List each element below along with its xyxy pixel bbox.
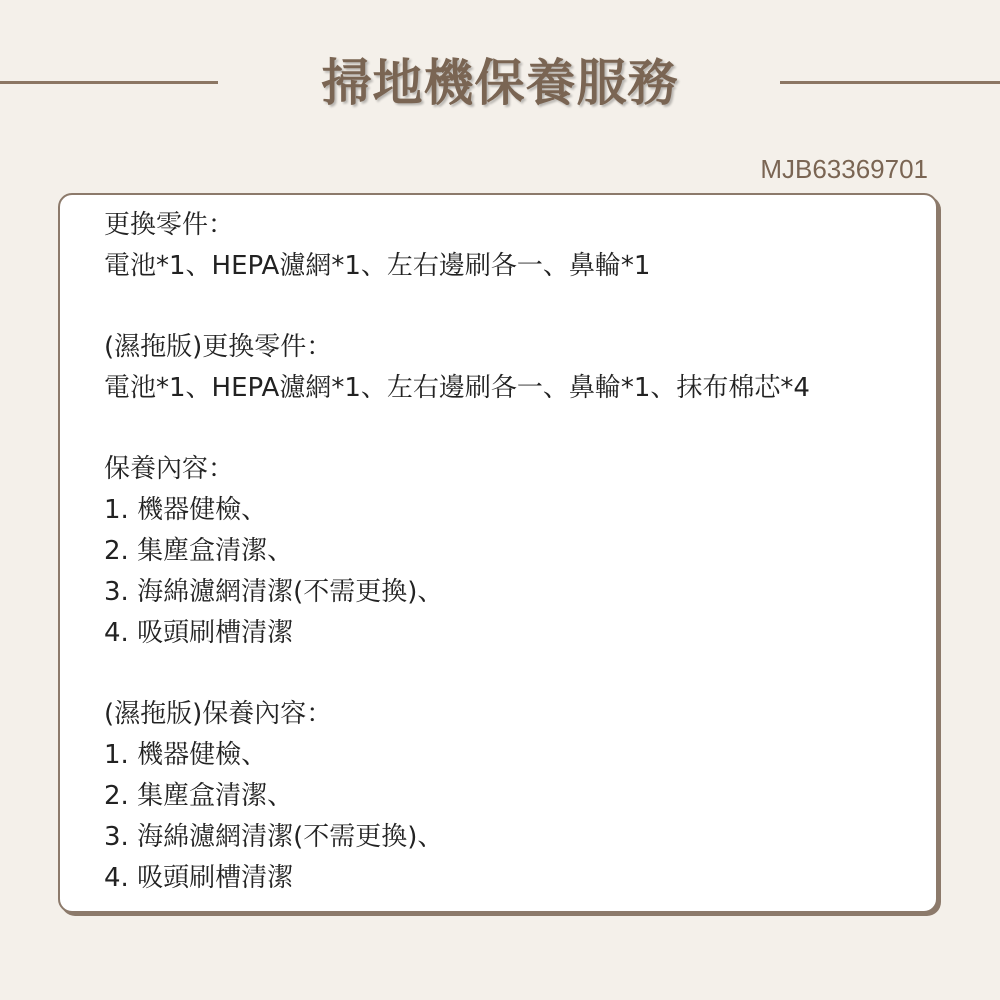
card-content (104, 205, 916, 899)
section-heading-mop-maintenance: (濕拖版)保養內容： (104, 699, 333, 729)
maintenance-item: 4. 吸頭刷槽清潔 (104, 618, 294, 648)
maintenance-item: 2. 集塵盒清潔、 (104, 536, 294, 566)
page-title: 掃地機保養服務 (321, 54, 679, 112)
section-spacer (104, 287, 916, 327)
mop-maintenance-item: 3. 海綿濾網清潔(不需更換)、 (104, 822, 444, 852)
mop-maintenance-item: 2. 集塵盒清潔、 (104, 781, 294, 811)
maintenance-item: 1. 機器健檢、 (104, 495, 268, 525)
maintenance-item: 3. 海綿濾網清潔(不需更換)、 (104, 577, 444, 607)
mop-maintenance-item: 1. 機器健檢、 (104, 740, 268, 770)
mop-replacement-parts-list: 電池*1、HEPA濾網*1、左右邊刷各一、鼻輪*1、抹布棉芯*4 (104, 373, 810, 403)
service-details-card (58, 193, 938, 913)
section-spacer (104, 409, 916, 449)
section-heading-maintenance: 保養內容： (104, 454, 235, 484)
product-code: MJB63369701 (760, 154, 928, 184)
section-heading-mop-replacement-parts: (濕拖版)更換零件： (104, 332, 333, 362)
mop-maintenance-item: 4. 吸頭刷槽清潔 (104, 863, 294, 893)
section-heading-replacement-parts: 更換零件： (104, 210, 235, 240)
section-spacer (104, 654, 916, 694)
replacement-parts-list: 電池*1、HEPA濾網*1、左右邊刷各一、鼻輪*1 (104, 251, 651, 281)
